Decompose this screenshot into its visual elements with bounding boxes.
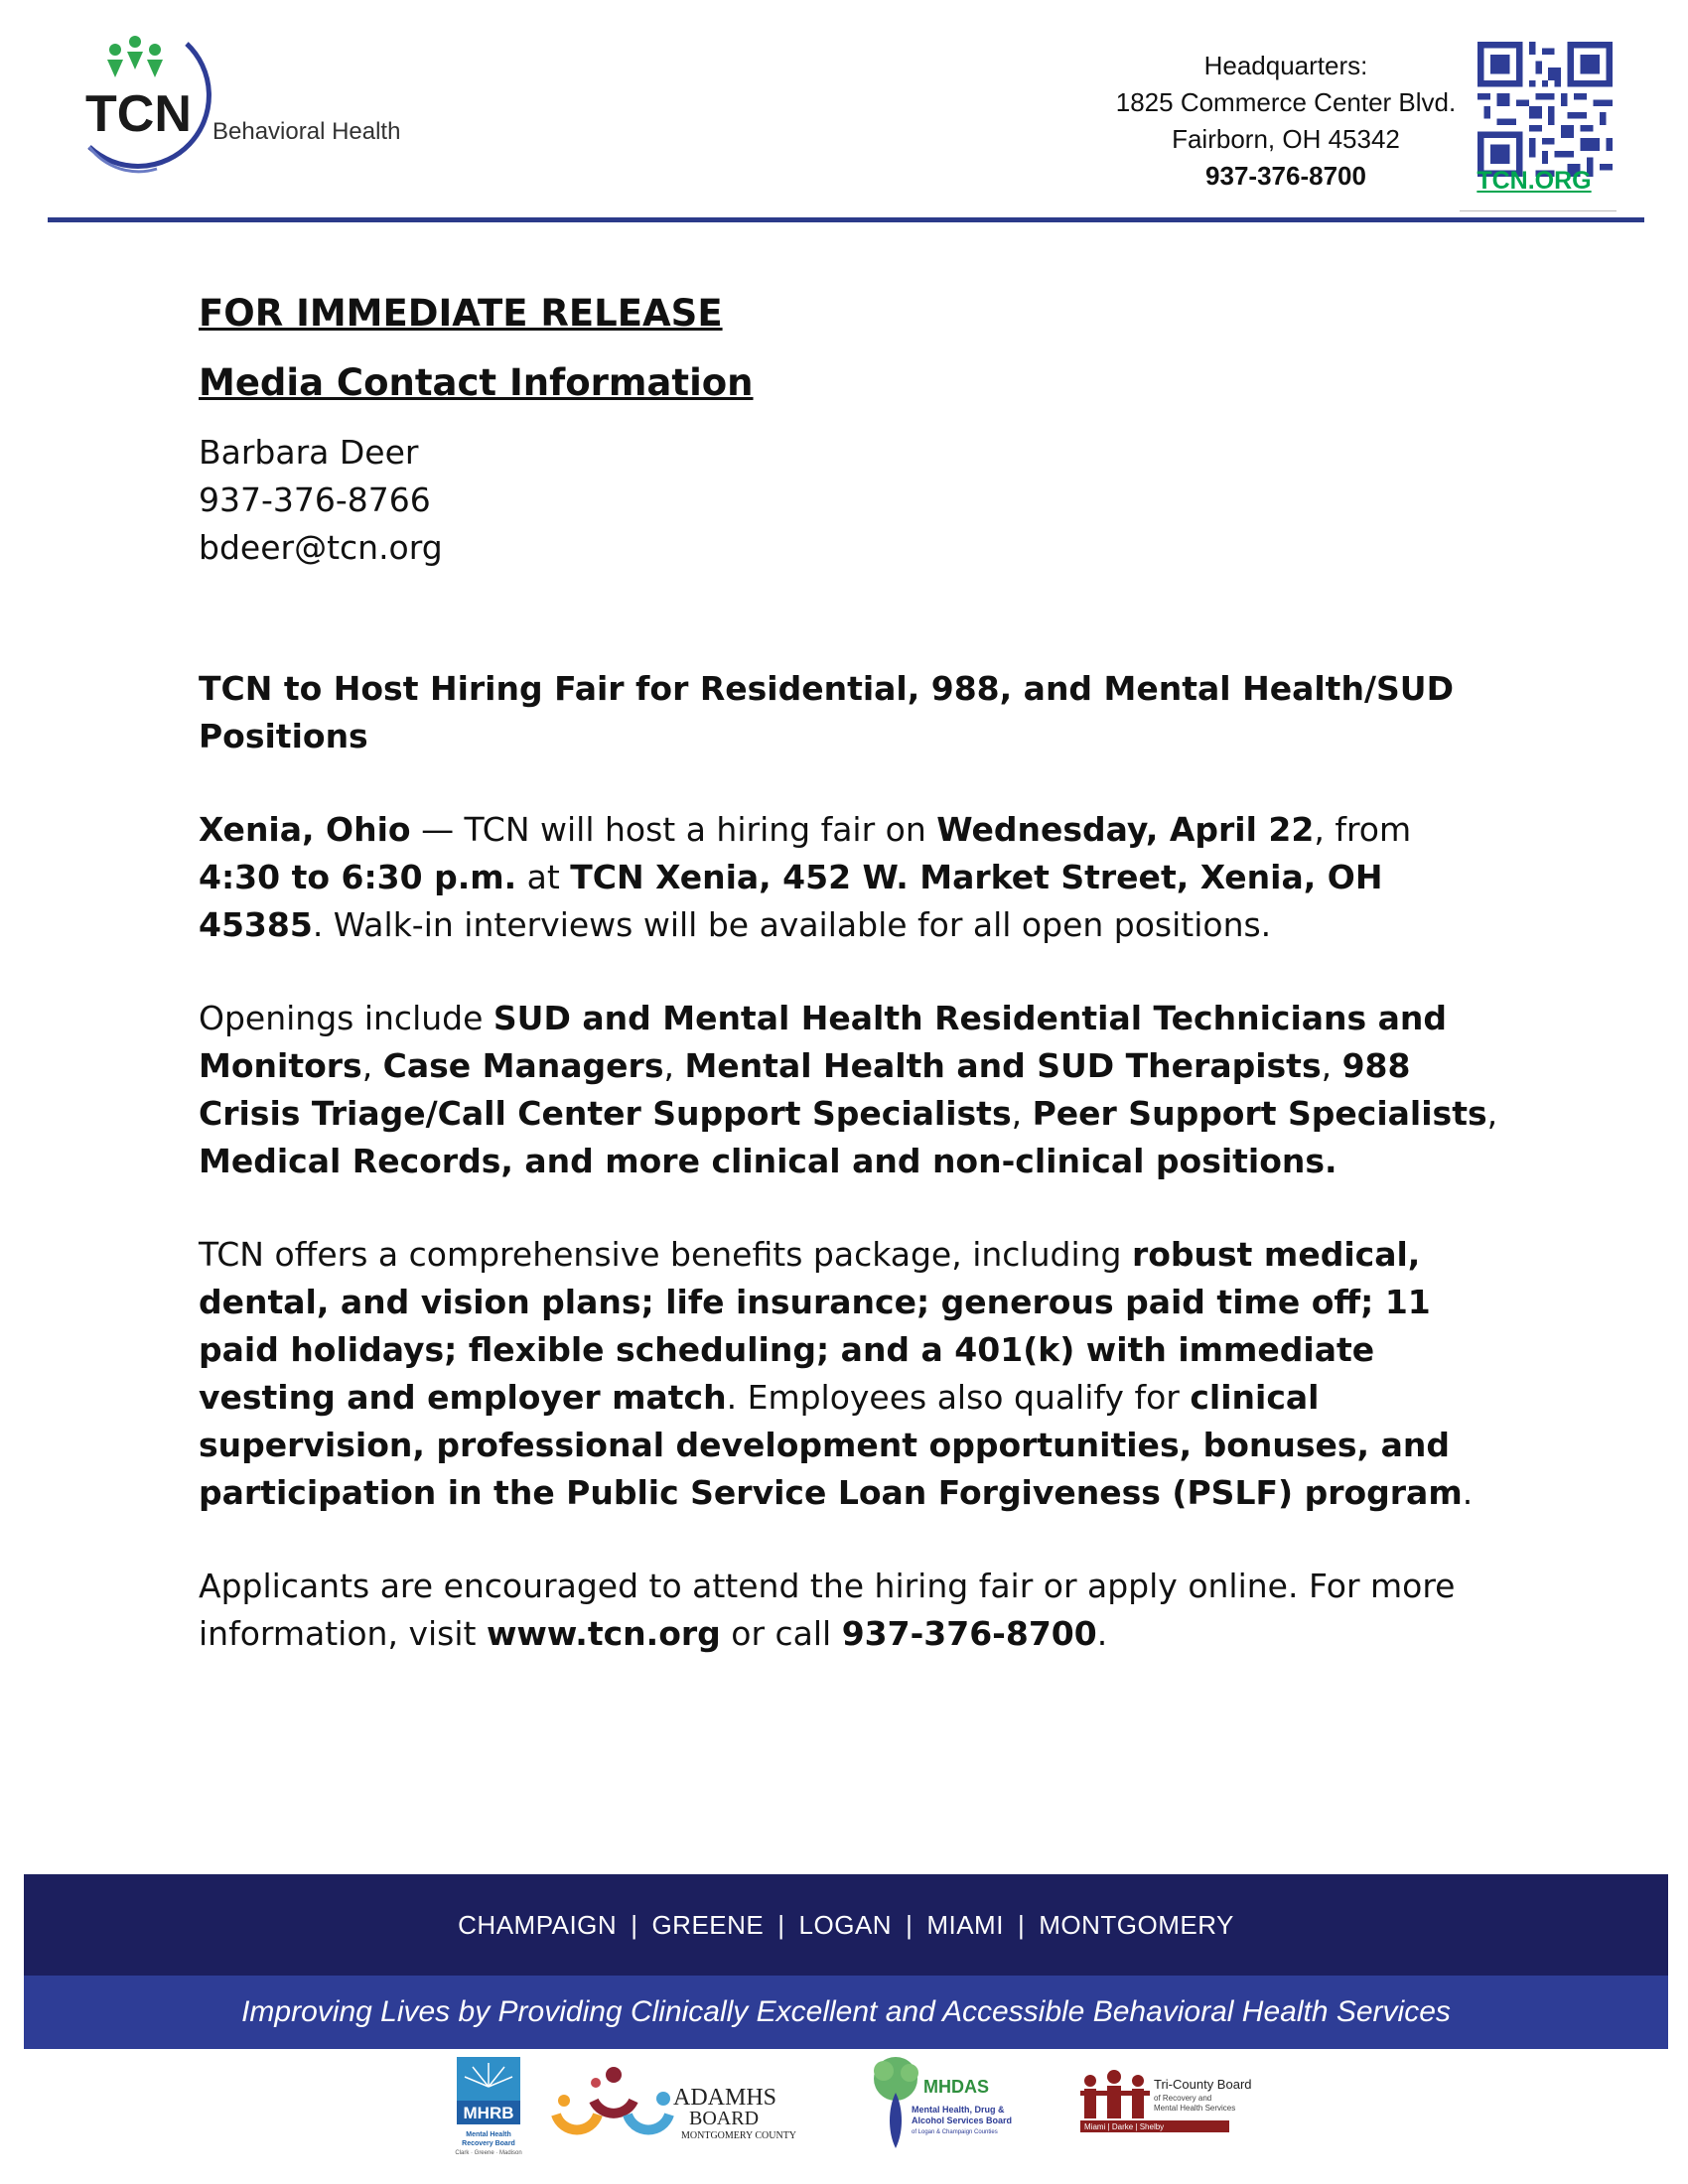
adamhs-logo [556, 2067, 796, 2141]
county-separator: | [777, 1909, 785, 1940]
county-separator: | [631, 1909, 638, 1940]
mhdas-logo [874, 2057, 1012, 2148]
contact-name: Barbara Deer [199, 433, 419, 472]
press-release-body [199, 288, 1499, 1658]
release-headline: TCN to Host Hiring Fair for Residential, 988, and Mental Health/SUD Positions [199, 669, 1454, 755]
contact-phone: 937-376-8766 [199, 480, 431, 519]
text-run: TCN offers a comprehensive benefits package, including [199, 1235, 1132, 1274]
position-therapists: Mental Health and SUD Therapists [684, 1046, 1322, 1085]
paragraph-apply [199, 1563, 1499, 1658]
media-contact-heading: Media Contact Information [199, 361, 754, 404]
text-run: , [1486, 1094, 1498, 1133]
mhdas-line3: of Logan & Champaign Counties [912, 2129, 998, 2135]
position-988-crisis: 988 Crisis Triage/Call Center Support Specialists [199, 1046, 1411, 1133]
footer-tagline-bar [24, 1976, 1668, 2049]
tricounty-name: Tri-County Board [1154, 2077, 1252, 2092]
event-time: 4:30 to 6:30 p.m. [199, 858, 517, 896]
tricounty-counties: Miami | Darke | Shelby [1084, 2122, 1165, 2131]
county-greene: GREENE [651, 1909, 765, 1940]
contact-email[interactable]: bdeer@tcn.org [199, 528, 443, 567]
mhdas-abbr: MHDAS [923, 2077, 989, 2097]
adamhs-name1: ADAMHS [673, 2085, 777, 2111]
website-link[interactable]: www.tcn.org [486, 1614, 721, 1653]
text-run: , from [1314, 810, 1412, 849]
position-residential: SUD and Mental Health Residential Technicians and Monitors [199, 999, 1448, 1085]
hq-phone: 937-376-8700 [1205, 161, 1366, 191]
text-run: , [361, 1046, 383, 1085]
county-separator: | [906, 1909, 914, 1940]
mhrb-line3: Clark · Greene · Madison [455, 2150, 522, 2156]
benefits-list: robust medical, dental, and vision plans; life insurance; generous paid time off; 11 paid holidays; flexible scheduling; and a 401(k) with immediate vesting and employer match [199, 1235, 1431, 1417]
event-location: TCN Xenia, 452 W. Market Street, Xenia, OH 45385 [199, 858, 1383, 944]
hq-street: 1825 Commerce Center Blvd. [1115, 87, 1457, 117]
county-separator: | [1017, 1909, 1026, 1940]
text-run: , [1321, 1046, 1342, 1085]
text-run: . [1462, 1473, 1474, 1512]
qr-divider [1460, 210, 1617, 211]
position-medical-records: Medical Records, and more clinical and non-clinical positions. [199, 1142, 1337, 1180]
media-contact-block [199, 429, 1499, 572]
paragraph-benefits [199, 1231, 1499, 1517]
mhrb-logo [455, 2057, 521, 2156]
text-run: , [1011, 1094, 1033, 1133]
qr-code-icon[interactable] [1477, 42, 1613, 177]
text-run: . [1096, 1614, 1108, 1653]
apply-phone: 937-376-8700 [841, 1614, 1097, 1653]
mhrb-abbr: MHRB [463, 2104, 514, 2122]
hq-city: Fairborn, OH 45342 [1172, 124, 1400, 154]
headquarters-block [1053, 48, 1519, 195]
tcn-logo [68, 30, 425, 179]
text-run: at [516, 858, 571, 896]
text-run: Applicants are encouraged to attend the hiring fair or apply online. For more information, visit [199, 1567, 1456, 1653]
mhrb-line2: Recovery Board [462, 2140, 515, 2147]
county-list [458, 1910, 1234, 1941]
text-run: or call [720, 1614, 842, 1653]
county-logan: LOGAN [798, 1909, 893, 1940]
logo-mark: TCN [85, 85, 192, 143]
tcn-website-link[interactable]: TCN.ORG [1477, 167, 1592, 195]
county-champaign: CHAMPAIGN [458, 1909, 618, 1940]
tagline: Improving Lives by Providing Clinically Excellent and Accessible Behavioral Health Services [241, 1995, 1451, 2028]
logo-name: Behavioral Health [212, 118, 401, 145]
county-montgomery: MONTGOMERY [1039, 1909, 1234, 1940]
county-miami: MIAMI [926, 1909, 1004, 1940]
text-run: . Employees also qualify for [726, 1378, 1191, 1417]
mhdas-line2: Alcohol Services Board [912, 2116, 1013, 2125]
paragraph-openings [199, 995, 1499, 1185]
text-run: , [663, 1046, 685, 1085]
tricounty-logo [1080, 2070, 1252, 2132]
mhrb-line1: Mental Health [466, 2131, 511, 2138]
header-divider [48, 217, 1644, 222]
adamhs-county: MONTGOMERY COUNTY [681, 2130, 797, 2141]
event-date: Wednesday, April 22 [936, 810, 1315, 849]
tricounty-line2: Mental Health Services [1154, 2104, 1236, 2113]
paragraph-event-details [199, 806, 1499, 949]
dateline: Xenia, Ohio [199, 810, 411, 849]
footer-counties-bar [24, 1874, 1668, 1976]
employee-perks: clinical supervision, professional development opportunities, bonuses, and participation in the Public Service Loan Forgiveness (PSLF) program [199, 1378, 1463, 1512]
text-run: . Walk-in interviews will be available for all open positions. [312, 905, 1272, 944]
mhdas-line1: Mental Health, Drug & [912, 2105, 1005, 2115]
hq-label: Headquarters: [1203, 51, 1368, 80]
partner-logos [447, 2053, 1291, 2162]
text-run: — TCN will host a hiring fair on [410, 810, 937, 849]
position-case-managers: Case Managers [382, 1046, 664, 1085]
tricounty-line1: of Recovery and [1154, 2094, 1212, 2103]
text-run: Openings include [199, 999, 493, 1037]
release-label: FOR IMMEDIATE RELEASE [199, 292, 723, 335]
position-peer-support: Peer Support Specialists [1032, 1094, 1487, 1133]
adamhs-name2: BOARD [689, 2108, 760, 2129]
